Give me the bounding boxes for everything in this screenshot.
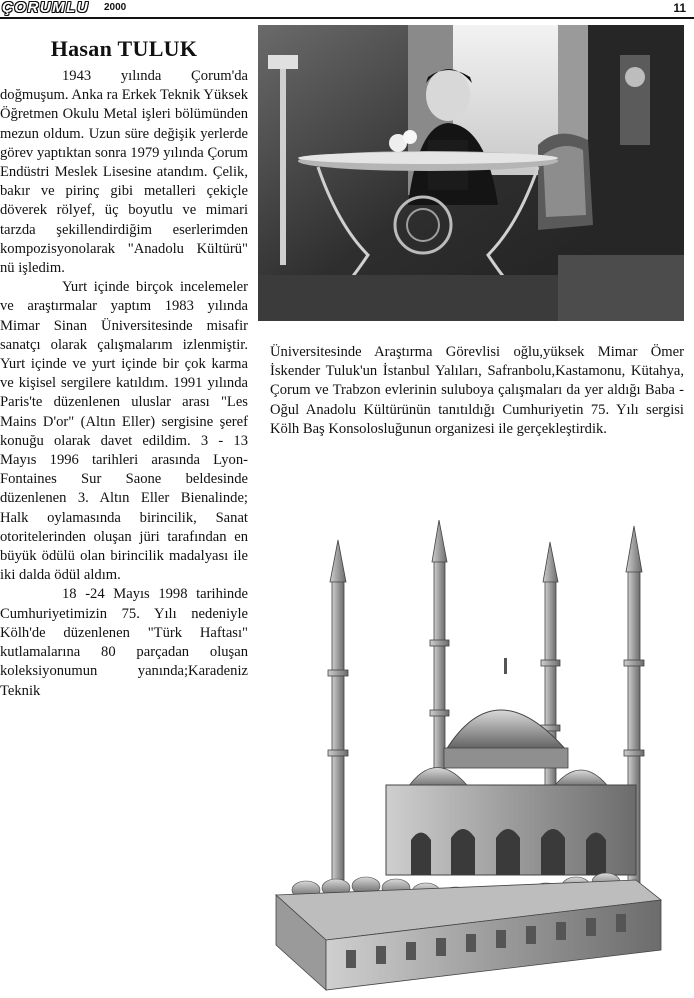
page-number: 11 [673, 1, 686, 15]
magazine-logo: ÇORUMLU [2, 0, 90, 16]
issue-year: 2000 [104, 2, 127, 13]
artist-photo [258, 25, 684, 321]
paragraph-koln: 18 -24 Mayıs 1998 tarihinde Cumhuriyetimizin 75. Yılı nedeniyle Kölh'de düzenlenen "Türk Haftası" kutlamalarına 80 parçadan oluşan koleksiyonumun yanında;Karadeniz Teknik [0, 586, 248, 699]
header-rule [0, 17, 694, 19]
mosque-model-photo [266, 520, 688, 996]
paragraph-exhibitions: Yurt içinde birçok incelemeler ve araştırmalar yaptım 1983 yılında Mimar Sinan Üniversitesinde misafir sanatçı olarak çalışmalarım izlenmiştir. Yurt içinde ve yurt içinde bir çok karma ve kişisel sergilere katıldım. 1991 yılında Paris'te düzenlenen uluslar arası "Les Mains D'or" (Altın Eller) sergisine şeref konuğu olarak davet edildim. 3 - 13 Mayıs 1996 tarihleri arasında Lyon-Fontaines Sur Saone beldesinde düzenlenen 3. Altın Eller Bienalinde; Halk oylamasında birincilik, Sanat otoritelerinden oluşan jüri tarafından en büyük ödülü olan birincilik madalyası ile iki dalda ödül aldım. [0, 279, 248, 584]
page-header [0, 0, 694, 18]
left-column [0, 67, 248, 701]
right-column [270, 343, 684, 439]
paragraph-continuation: Üniversitesinde Araştırma Görevlisi oğlu,yüksek Mimar Ömer İskender Tuluk'un İstanbul Yalıları, Safranbolu,Kastamonu, Kütahya, Çorum ve Trabzon evlerinin suluboya çalışmaları da yer aldığı Baba -Oğul Anadolu Kültürünün tanıtıldığı Cumhuriyetin 75. Yılı sergisi Kölh Baş Konsolosluğunun organizesi ile gerçekleştirdik. [270, 344, 684, 437]
paragraph-biography: 1943 yılında Çorum'da doğmuşum. Anka ra Erkek Teknik Yüksek Öğretmen Okulu Metal işleri bölümünden mezun oldum. Uzun süre değişik yerlerde görev yaptıktan sonra 1979 yılında Çorum Endüstri Meslek Lisesine atandım. Çelik, bakır ve pirinç gibi metalleri çekiçle döverek rölyef, üç boyutlu ve mimari tarzda şekillendirdiğim eserlerimden kompozisyonolarak "Anadolu Kültürü" nü işledim. [0, 68, 248, 277]
article-title: Hasan TULUK [50, 36, 198, 61]
